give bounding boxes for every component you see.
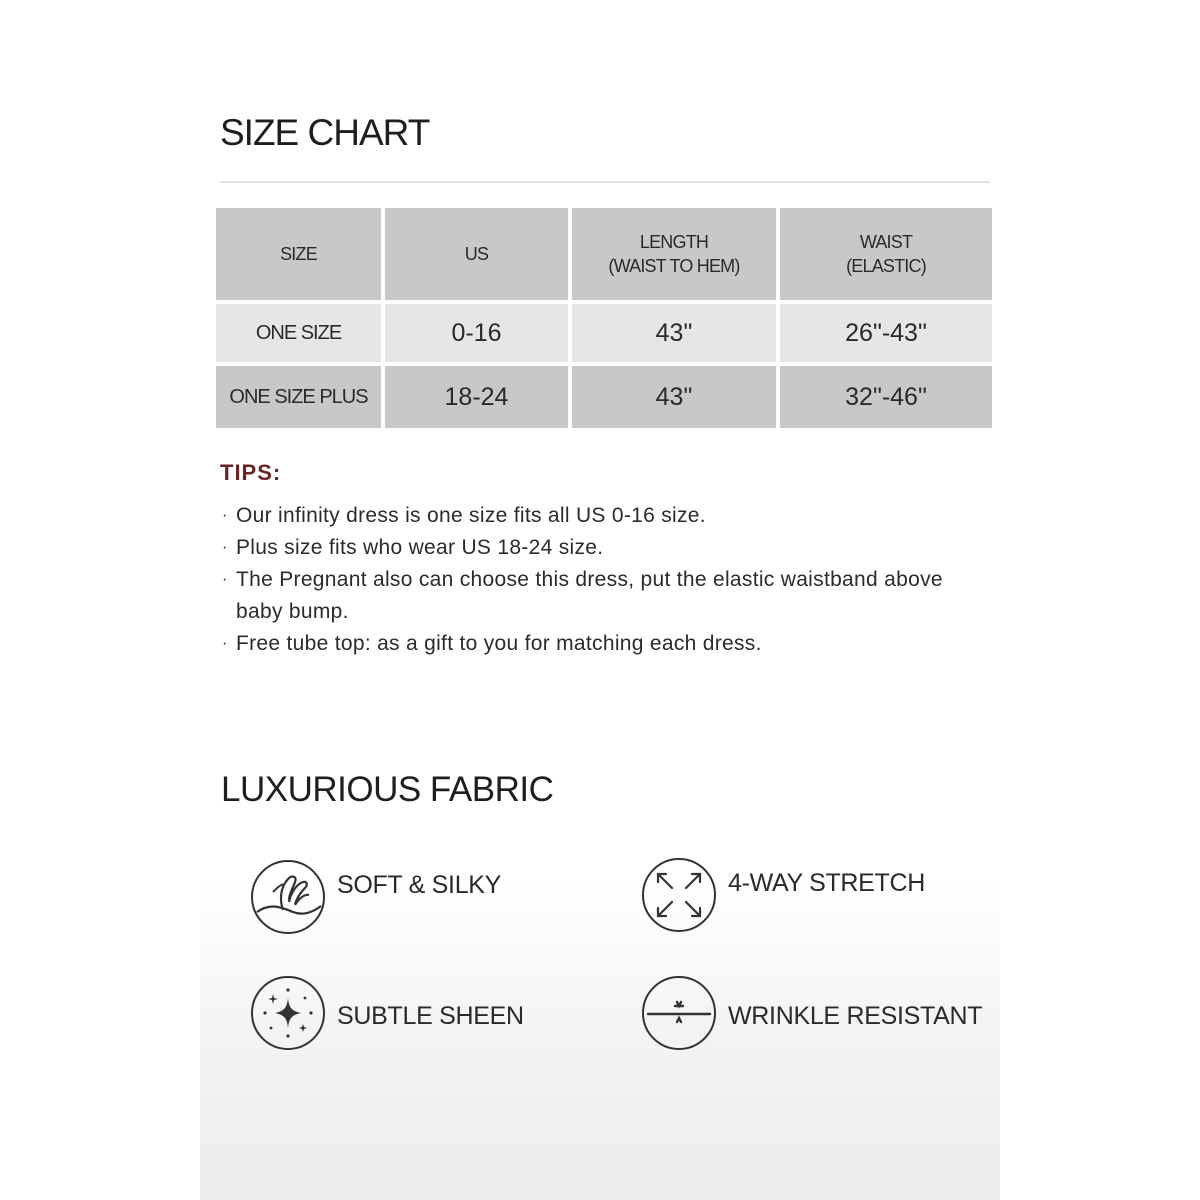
feature-label: 4-WAY STRETCH [728,868,926,897]
list-item [222,500,992,532]
bullet-dot: · [222,539,228,556]
header-waist-sublabel: (ELASTIC) [846,256,926,276]
tip-text: The Pregnant also can choose this dress, put the elastic waistband above baby bump. [236,568,943,623]
header-length [572,208,776,300]
table-row [216,304,992,362]
list-item [222,564,992,628]
bullet-dot: · [222,507,228,524]
cell-size: ONE SIZE PLUS [216,366,381,428]
header-us [385,208,568,300]
header-waist-label: WAIST [859,232,913,252]
table-header-row [216,208,992,300]
tips-title: TIPS: [220,460,282,485]
tip-text: Our infinity dress is one size fits all US 0-16 size. [236,504,706,527]
cell-us: 18-24 [385,366,568,428]
header-size-label: SIZE [280,244,317,264]
cell-size: ONE SIZE [216,304,381,362]
feature-label: SOFT & SILKY [337,870,502,899]
table-row [216,366,992,428]
feature-subtle-sheen [251,976,524,1050]
cell-length: 43" [572,366,776,428]
soft-silky-icon [251,860,325,934]
feature-soft-silky [251,860,501,934]
feature-label: SUBTLE SHEEN [337,1001,524,1030]
sparkle-sheen-icon [251,976,325,1050]
cell-us: 0-16 [385,304,568,362]
tip-text: Free tube top: as a gift to you for matching each dress. [236,632,762,655]
feature-label: WRINKLE RESISTANT [728,1001,983,1030]
header-waist [780,208,992,300]
fabric-title: LUXURIOUS FABRIC [221,770,554,809]
header-length-sublabel: (WAIST TO HEM) [608,256,740,276]
feature-wrinkle-resistant [642,976,982,1050]
title-divider [220,181,990,183]
header-us-label: US [464,244,489,264]
list-item [222,532,992,564]
size-chart-title: SIZE CHART [220,112,430,153]
cell-waist: 32"-46" [780,366,992,428]
cell-length: 43" [572,304,776,362]
feature-four-way-stretch [642,858,925,932]
four-way-stretch-icon [642,858,716,932]
header-size [216,208,381,300]
list-item [222,628,992,660]
bullet-dot: · [222,571,228,588]
tip-text: Plus size fits who wear US 18-24 size. [236,536,604,559]
header-length-label: LENGTH [639,232,709,252]
size-chart-table [212,204,996,432]
wrinkle-resistant-icon [642,976,716,1050]
tips-list [222,500,992,660]
cell-waist: 26"-43" [780,304,992,362]
bullet-dot: · [222,635,228,652]
